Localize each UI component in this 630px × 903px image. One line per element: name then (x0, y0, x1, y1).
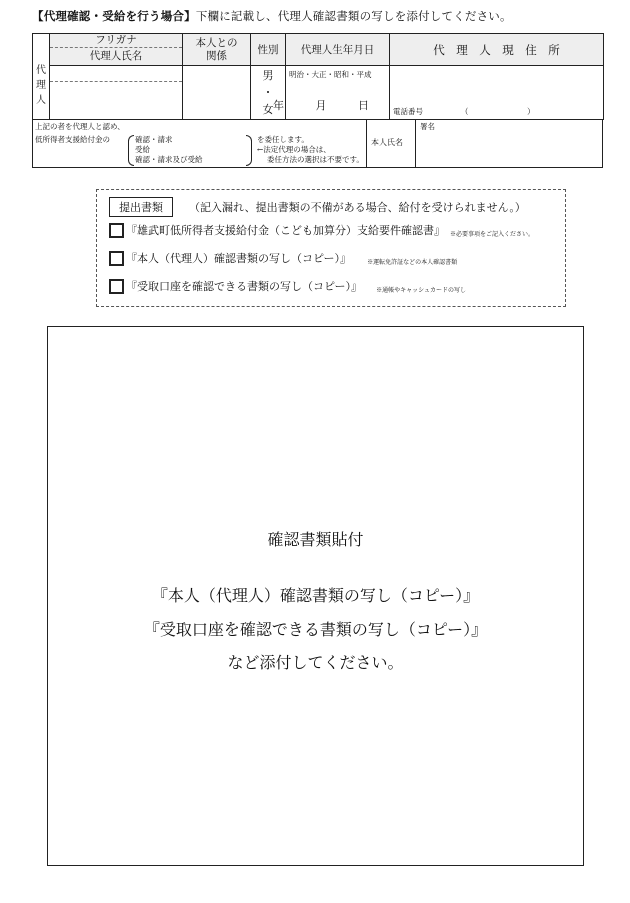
birthdate-cell[interactable] (273, 66, 390, 120)
divider-1 (366, 119, 367, 167)
document-sub-2: ※運転免許証などの本人確認書類 (367, 259, 458, 266)
agent-info-table (32, 33, 604, 120)
paste-area-title: 確認書類貼付 (267, 530, 364, 549)
delegation-block (32, 119, 603, 168)
gender-separator: ・ (262, 86, 274, 99)
document-checkbox-2[interactable] (109, 251, 124, 266)
section-heading (32, 8, 512, 24)
option-confirm-claim[interactable]: 確認・請求 (135, 135, 173, 144)
option-receive[interactable]: 受給 (135, 145, 150, 154)
document-label-3: 『受取口座を確認できる書類の写し（コピー）』 (126, 280, 363, 293)
document-label-2: 『本人（代理人）確認書類の写し（コピー）』 (126, 252, 352, 265)
col-gender: 性別 (251, 34, 286, 66)
delegation-line1: 上記の者を代理人と認め、 (35, 122, 125, 131)
gender-female[interactable]: 女 (262, 103, 274, 116)
agent-side-char-2: 理 (36, 80, 46, 91)
address-cell[interactable] (390, 66, 604, 120)
phone-label: 電話番号 (393, 107, 423, 116)
legal-agent-note1: ←法定代理の場合は、 (257, 145, 331, 154)
furigana-input-area[interactable] (50, 66, 182, 82)
paste-area-line1: 『本人（代理人）確認書類の写し（コピー）』 (151, 586, 480, 605)
era-options: 明治・大正・昭和・平成 (289, 70, 372, 79)
paste-area-line3: など添付してください。 (227, 653, 404, 672)
document-item-3 (109, 278, 466, 294)
document-paste-area (47, 326, 584, 866)
document-checkbox-1[interactable] (109, 223, 124, 238)
brace-right (246, 135, 252, 166)
brace-left (128, 135, 134, 166)
required-documents-box (96, 189, 566, 307)
col-agent-name (50, 34, 183, 66)
col-birthdate: 代理人生年月日 (286, 34, 390, 66)
agent-side-char-1: 代 (36, 65, 46, 76)
documents-tag: 提出書類 (109, 197, 173, 217)
delegation-line2: 低所得者支援給付金の (35, 135, 110, 144)
section-heading-instruction: 下欄に記載し、代理人確認書類の写しを添付してください。 (195, 9, 512, 23)
col-address: 代 理 人 現 住 所 (390, 34, 604, 66)
agent-name-cell[interactable] (50, 66, 183, 120)
documents-note: （記入漏れ、提出書類の不備がある場合、給付を受けられません。） (189, 201, 526, 214)
document-item-1 (109, 222, 534, 238)
gender-male[interactable]: 男 (262, 69, 274, 82)
relation-cell[interactable] (183, 66, 251, 120)
document-sub-3: ※通帳やキャッシュカードの写し (376, 287, 466, 294)
agent-side-char-3: 人 (36, 95, 46, 106)
delegate-text: を委任します。 (257, 135, 309, 144)
year-month-day-label: 年 月 日 (273, 99, 383, 112)
document-item-2 (109, 250, 457, 266)
signature-label: 署名 (420, 122, 435, 131)
principal-name-label: 本人氏名 (371, 138, 403, 147)
section-heading-title: 【代理確認・受給を行う場合】 (32, 9, 196, 23)
paste-area-line2: 『受取口座を確認できる書類の写し（コピー）』 (143, 620, 488, 639)
document-label-1: 『雄武町低所得者支援給付金（こども加算分）支給要件確認書』 (126, 224, 445, 237)
furigana-header: フリガナ (50, 34, 182, 48)
agent-side-label (33, 34, 50, 120)
signature-field[interactable] (416, 119, 602, 167)
legal-agent-note2: 委任方法の選択は不要です。 (267, 155, 364, 164)
document-sub-1: ※必要事項をご記入ください。 (450, 231, 535, 238)
option-confirm-claim-receive[interactable]: 確認・請求及び受給 (135, 155, 203, 164)
agent-name-header: 代理人氏名 (89, 50, 143, 62)
col-relation: 本人との関係 (183, 34, 251, 66)
phone-parens: （ ） (460, 107, 563, 116)
document-checkbox-3[interactable] (109, 279, 124, 294)
